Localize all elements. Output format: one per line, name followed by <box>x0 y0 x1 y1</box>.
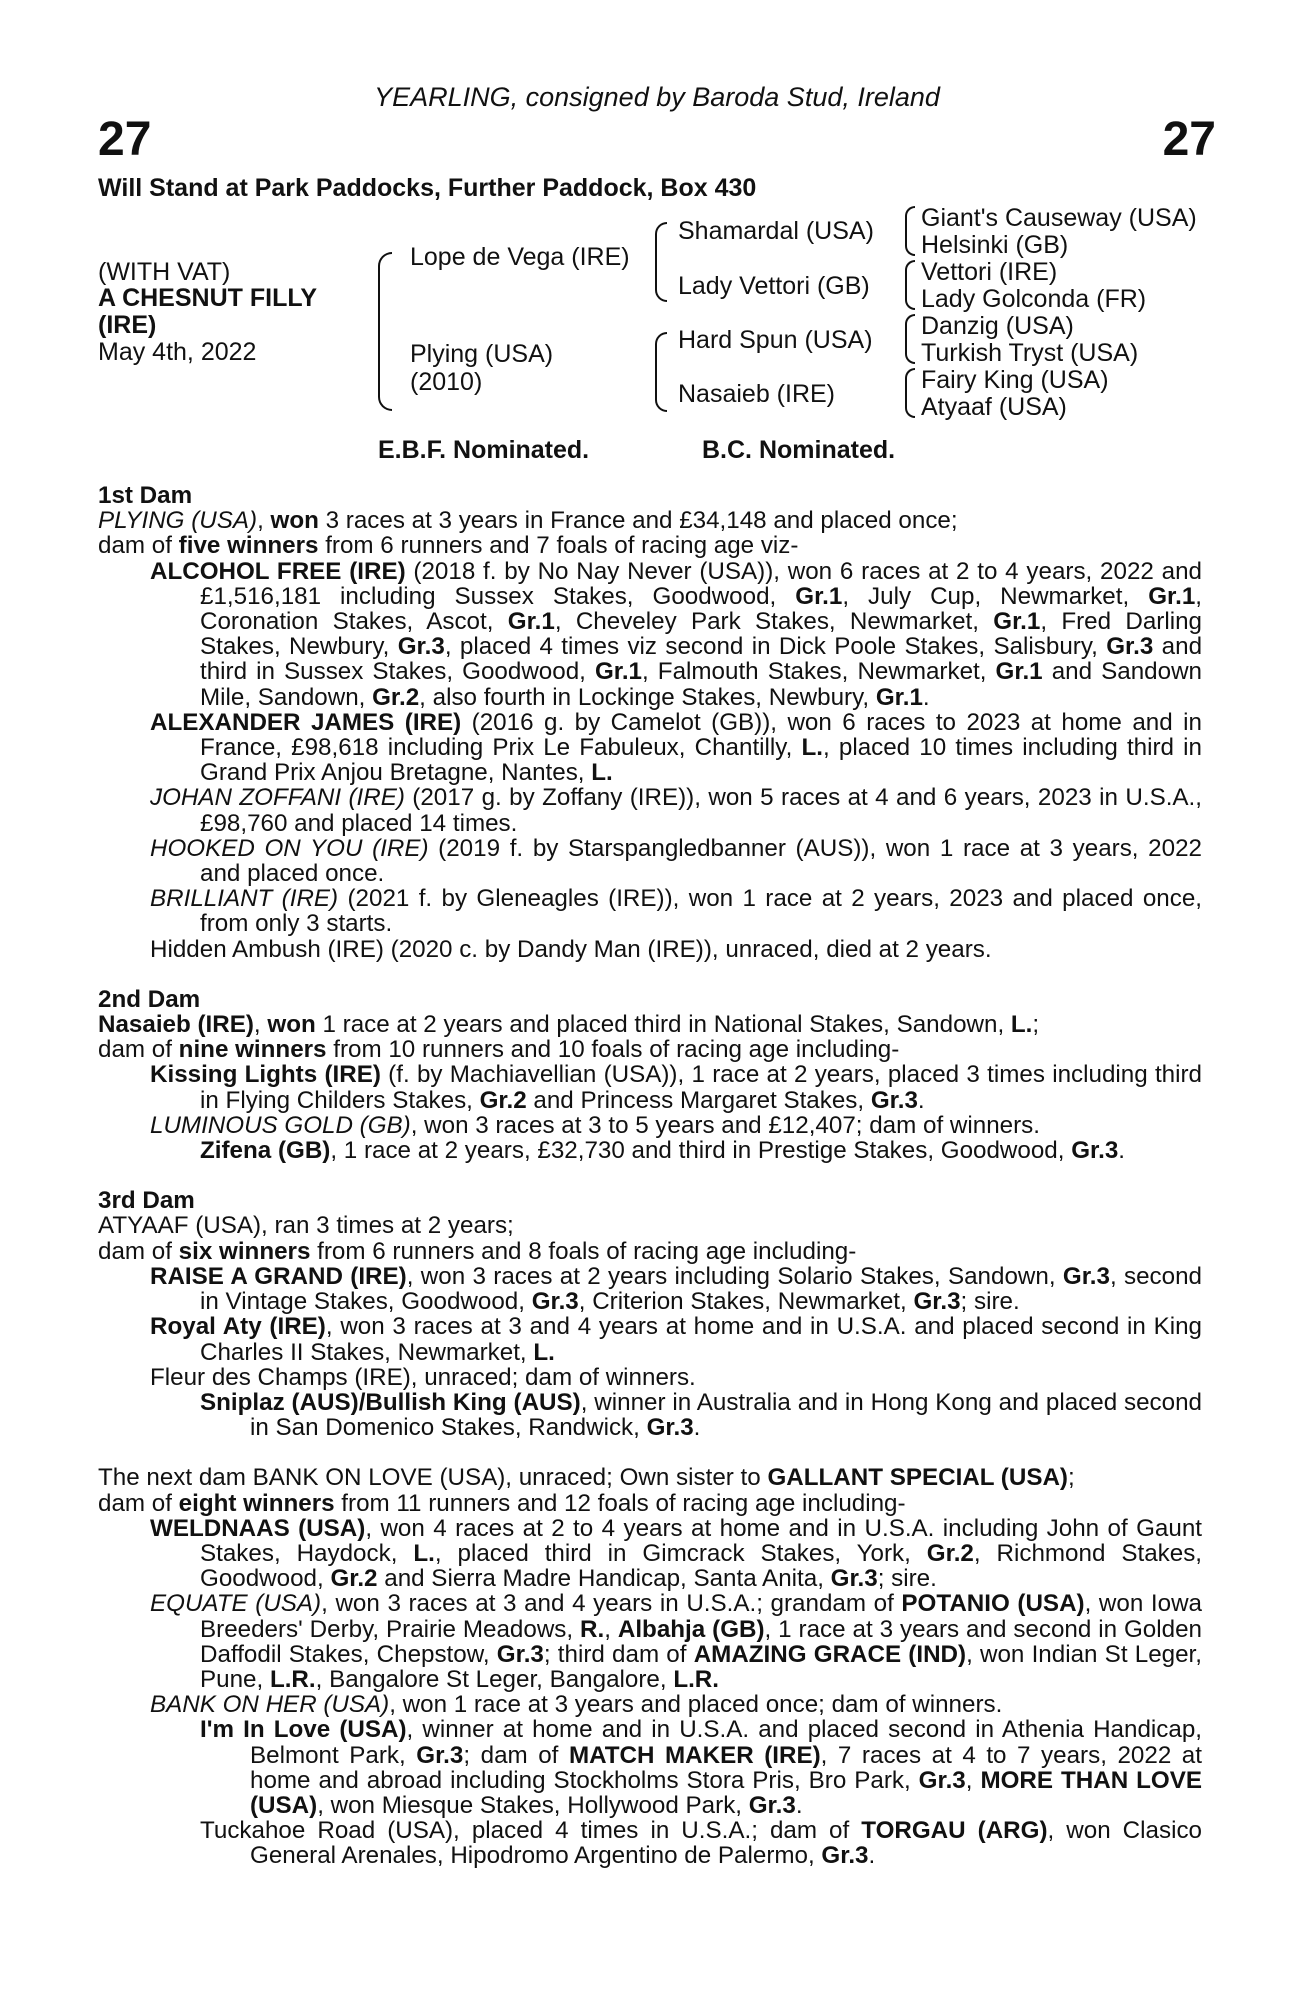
lot-number-left: 27 <box>98 113 152 166</box>
first-dam-heading: 1st Dam <box>98 482 193 509</box>
second-dam-summary: dam of nine winners from 10 runners and 10 foals of racing age including- <box>98 1036 900 1064</box>
g3-2: Helsinki (GB) <box>921 231 1069 259</box>
progeny-im-in-love: I'm In Love (USA), winner at home and in U.S.A. and placed second in Athenia Handicap, Belmont Park, Gr.3; dam of MATCH MAKER (IRE), 7 races at 4 to 7 years, 2022 at home and abroad including Stockholms Stora Pris, Bro Park, Gr.3, MORE THAN LOVE (USA), won Miesque Stakes, Hollywood Park, Gr.3. <box>200 1716 1202 1819</box>
second-dam-intro: Nasaieb (IRE), won 1 race at 2 years and placed third in National Stakes, Sandown, L.; <box>98 1011 1040 1039</box>
progeny-fleur-des-champs: Fleur des Champs (IRE), unraced; dam of winners. <box>150 1363 696 1391</box>
first-dam-intro: PLYING (USA), won 3 races at 3 years in France and £34,148 and placed once; <box>98 507 958 535</box>
g3-7: Fairy King (USA) <box>921 366 1109 394</box>
lot-number-right: 27 <box>1162 113 1216 166</box>
progeny-hooked-on-you: HOOKED ON YOU (IRE) (2019 f. by Starspangledbanner (AUS)), won 1 race at 3 years, 2022 and placed once. <box>150 834 1202 888</box>
progeny-kissing-lights: Kissing Lights (IRE) (f. by Machiavellian (USA)), 1 race at 2 years, placed 3 times including third in Flying Childers Stakes, Gr.2 and Princess Margaret Stakes, Gr.3. <box>150 1061 1203 1114</box>
g3-brace-1 <box>905 206 915 256</box>
progeny-tuckahoe-road: Tuckahoe Road (USA), placed 4 times in U.S.A.; dam of TORGAU (ARG), won Clasico General Arenales, Hipodromo Argentino de Palermo, Gr.3. <box>200 1817 1202 1870</box>
second-dam-heading: 2nd Dam <box>98 985 201 1013</box>
third-dam-heading: 3rd Dam <box>98 1187 195 1215</box>
stand-location: Will Stand at Park Paddocks, Further Paddock, Box 430 <box>98 174 757 202</box>
sire-dam: Lady Vettori (GB) <box>678 272 870 300</box>
progeny-johan-zoffani: JOHAN ZOFFANI (IRE) (2017 g. by Zoffany (IRE)), won 5 races at 4 and 6 years, 2023 in U.S.A., £98,760 and placed 14 times. <box>150 784 1202 837</box>
progeny-alexander-james: ALEXANDER JAMES (IRE) (2016 g. by Camelot (GB)), won 6 races to 2023 at home and in France, £98,618 including Prix Le Fabuleux, Chantilly, L., placed 10 times including third in Grand Prix Anjou Bretagne, Nantes, L. <box>150 708 1202 787</box>
progeny-sniplaz: Sniplaz (AUS)/Bullish King (AUS), winner in Australia and in Hong Kong and placed second in San Domenico Stakes, Randwick, Gr.3. <box>200 1388 1202 1442</box>
progeny-zifena: Zifena (GB), 1 race at 2 years, £32,730 and third in Prestige Stakes, Goodwood, Gr.3. <box>200 1137 1126 1165</box>
g3-brace-2 <box>905 260 915 310</box>
sire-name: Lope de Vega (IRE) <box>410 243 630 271</box>
progeny-bank-on-her: BANK ON HER (USA), won 1 race at 3 years and placed once; dam of winners. <box>150 1691 1003 1719</box>
progeny-brilliant: BRILLIANT (IRE) (2021 f. by Gleneagles (IRE)), won 1 race at 2 years, 2023 and placed once, from only 3 starts. <box>150 885 1202 938</box>
progeny-raise-a-grand: RAISE A GRAND (IRE), won 3 races at 2 years including Solario Stakes, Sandown, Gr.3, second in Vintage Stakes, Goodwood, Gr.3, Criterion Stakes, Newmarket, Gr.3; sire. <box>150 1262 1203 1316</box>
vat-note: (WITH VAT) <box>98 258 231 286</box>
bc-nomination: B.C. Nominated. <box>702 436 896 464</box>
next-dam-intro: The next dam BANK ON LOVE (USA), unraced; Own sister to GALLANT SPECIAL (USA); <box>98 1464 1075 1492</box>
progeny-alcohol-free: ALCOHOL FREE (IRE) (2018 f. by No Nay Never (USA)), won 6 races at 2 to 4 years, 2022 and £1,516,181 including Sussex Stakes, Goodwood, Gr.1, July Cup, Newmarket, Gr.1, Coronation Stakes, Ascot, Gr.1, Cheveley Park Stakes, Newmarket, Gr.1, Fred Darling Stakes, Newbury, Gr.3, placed 4 times viz second in Dick Poole Stakes, Salisbury, Gr.3 and third in Sussex Stakes, Goodwood, Gr.1, Falmouth Stakes, Newmarket, Gr.1 and Sandown Mile, Sandown, Gr.2, also fourth in Lockinge Stakes, Newbury, Gr.1. <box>150 557 1203 711</box>
dam-line-brace <box>655 332 667 412</box>
g3-6: Turkish Tryst (USA) <box>921 339 1139 367</box>
horse-name-line2: (IRE) <box>98 311 157 339</box>
progeny-weldnaas: WELDNAAS (USA), won 4 races at 2 to 4 years at home and in U.S.A. including John of Gaunt Stakes, Haydock, L., placed third in Gimcrack Stakes, York, Gr.2, Richmond Stakes, Goodwood, Gr.2 and Sierra Madre Handicap, Santa Anita, Gr.3; sire. <box>150 1514 1203 1593</box>
dam-name: Plying (USA) <box>410 340 554 368</box>
g3-5: Danzig (USA) <box>921 312 1074 340</box>
progeny-hidden-ambush: Hidden Ambush (IRE) (2020 c. by Dandy Man (IRE)), unraced, died at 2 years. <box>150 935 992 963</box>
g3-8: Atyaaf (USA) <box>921 393 1067 421</box>
sire-dam-brace <box>378 252 392 411</box>
third-dam-summary: dam of six winners from 6 runners and 8 foals of racing age including- <box>98 1237 857 1265</box>
dam-year: (2010) <box>410 368 483 396</box>
g3-brace-3 <box>905 314 915 364</box>
dam-dam: Nasaieb (IRE) <box>678 380 835 408</box>
progeny-luminous-gold: LUMINOUS GOLD (GB), won 3 races at 3 to 5 years and £12,407; dam of winners. <box>150 1111 1040 1139</box>
g3-1: Giant's Causeway (USA) <box>921 204 1197 232</box>
sire-sire: Shamardal (USA) <box>678 217 874 245</box>
g3-3: Vettori (IRE) <box>921 258 1058 286</box>
progeny-equate: EQUATE (USA), won 3 races at 3 and 4 years in U.S.A.; grandam of POTANIO (USA), won Iowa Breeders' Derby, Prairie Meadows, R., Albahja (GB), 1 race at 3 years and second in Golden Daffodil Stakes, Chepstow, Gr.3; third dam of AMAZING GRACE (IND), won Indian St Leger, Pune, L.R., Bangalore St Leger, Bangalore, L.R. <box>150 1590 1202 1693</box>
first-dam-summary: dam of five winners from 6 runners and 7 foals of racing age viz- <box>98 532 799 560</box>
horse-name-line1: A CHESNUT FILLY <box>98 284 317 312</box>
progeny-royal-aty: Royal Aty (IRE), won 3 races at 3 and 4 years at home and in U.S.A. and placed second in King Charles II Stakes, Newmarket, L. <box>150 1313 1203 1366</box>
next-dam-summary: dam of eight winners from 11 runners and 12 foals of racing age including- <box>98 1489 906 1517</box>
sire-line-brace <box>655 222 667 302</box>
third-dam-intro: ATYAAF (USA), ran 3 times at 2 years; <box>98 1212 514 1240</box>
dam-sire: Hard Spun (USA) <box>678 326 873 354</box>
g3-brace-4 <box>905 368 915 418</box>
foaling-date: May 4th, 2022 <box>98 338 257 366</box>
sale-subtitle: YEARLING, consigned by Baroda Stud, Ireland <box>374 82 940 112</box>
catalogue-body <box>98 483 1202 1869</box>
g3-4: Lady Golconda (FR) <box>921 285 1147 313</box>
ebf-nomination: E.B.F. Nominated. <box>378 436 590 464</box>
